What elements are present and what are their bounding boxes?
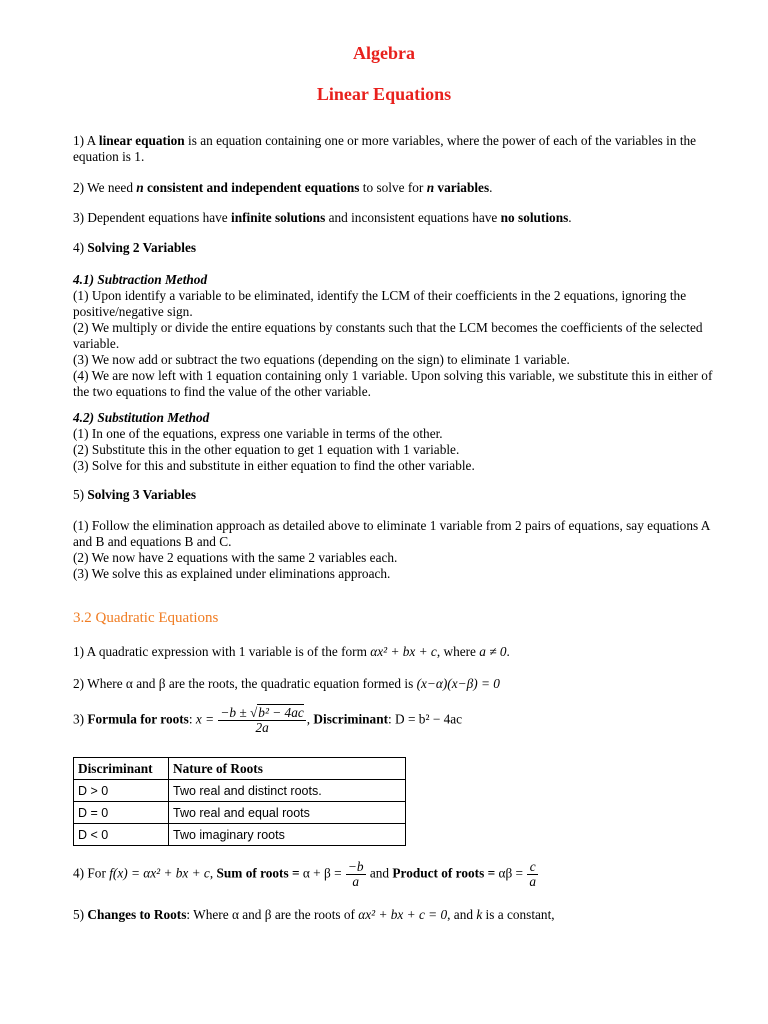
table-cell: Two imaginary roots (169, 824, 406, 846)
substitution-method-section (73, 410, 713, 474)
table-cell: D < 0 (74, 824, 169, 846)
table-row (74, 824, 406, 846)
three-var-step-1: (1) Follow the elimination approach as detailed above to eliminate 1 variable from 2 pairs of equations, say equations A and B and equations B and C. (73, 518, 710, 549)
substitution-step-1: (1) In one of the equations, express one variable in terms of the other. (73, 426, 443, 441)
linear-point-2: 2) We need n consistent and independent equations to solve for n variables. (73, 180, 493, 195)
table-row (74, 802, 406, 824)
quadratic-heading: 3.2 Quadratic Equations (73, 610, 219, 626)
table-cell: Two real and distinct roots. (169, 780, 406, 802)
page-subtitle: Linear Equations (316, 84, 452, 104)
roots-formula-fraction: $\frac{\text{−b ± √b² − 4ac}}{2a}$ (220, 705, 304, 735)
table-header-cell: Discriminant (74, 758, 169, 780)
subtraction-method-section (73, 272, 713, 400)
table-cell: Two real and equal roots (169, 802, 406, 824)
table-row (74, 780, 406, 802)
linear-point-4: 4) Solving 2 Variables (73, 240, 197, 255)
substitution-method-heading: 4.2) Substitution Method (73, 410, 210, 425)
product-of-roots-fraction: $\frac{c}{a}$ (529, 859, 537, 889)
quadratic-point-4: 4) For f(x) = αx² + bx + c, Sum of roots = α + β = $\frac{-b}{a}$ and Product of roots = αβ = $\frac{c}{a}$ (73, 859, 537, 889)
quadratic-point-5: 5) Changes to Roots: Where α and β are the roots of αx² + bx + c = 0, and k is a constant, (73, 907, 555, 922)
table-header-row (74, 758, 406, 780)
sum-of-roots-fraction: $\frac{-b}{a}$ (347, 859, 364, 889)
quadratic-point-1: 1) A quadratic expression with 1 variable is of the form αx² + bx + c, where a ≠ 0. (73, 644, 510, 659)
subtraction-step-3: (3) We now add or subtract the two equations (depending on the sign) to eliminate 1 variable. (73, 352, 570, 367)
linear-point-3: 3) Dependent equations have infinite solutions and inconsistent equations have no solutions. (73, 210, 572, 225)
subtraction-step-2: (2) We multiply or divide the entire equations by constants such that the LCM becomes the coefficients of the selected variable. (73, 320, 703, 351)
three-var-step-3: (3) We solve this as explained under eliminations approach. (73, 566, 391, 581)
roots-equation-expr: (x−α)(x−β) = 0 (416, 676, 500, 691)
subtraction-method-heading: 4.1) Subtraction Method (73, 272, 208, 287)
subtraction-step-1: (1) Upon identify a variable to be eliminated, identify the LCM of their coefficients in the 2 equations, ignoring the positive/negative sign. (73, 288, 687, 319)
discriminant-table (73, 757, 406, 846)
substitution-step-3: (3) Solve for this and substitute in either equation to find the other variable. (73, 458, 475, 473)
three-variables-section (73, 518, 713, 582)
three-var-step-2: (2) We now have 2 equations with the same 2 variables each. (73, 550, 398, 565)
table-header-cell: Nature of Roots (169, 758, 406, 780)
substitution-step-2: (2) Substitute this in the other equation to get 1 equation with 1 variable. (73, 442, 460, 457)
quadratic-point-2: 2) Where α and β are the roots, the quadratic equation formed is (x−α)(x−β) = 0 (73, 676, 500, 691)
quadratic-point-3: 3) Formula for roots: x = $\frac{\text{−b ± √b² − 4ac}}{2a}$ , Discriminant: D = b² − 4ac (73, 705, 463, 735)
subtraction-step-4: (4) We are now left with 1 equation containing only 1 variable. Upon solving this variable, we substitute this in either of the two equations to find the value of the other variable. (73, 368, 713, 399)
linear-point-5: 5) Solving 3 Variables (73, 487, 197, 502)
table-cell: D = 0 (74, 802, 169, 824)
page-title: Algebra (353, 43, 415, 63)
table-cell: D > 0 (74, 780, 169, 802)
linear-point-1: 1) A linear equation is an equation containing one or more variables, where the power of each of the variables in the equation is 1. (73, 133, 697, 164)
quadratic-form-expr: αx² + bx + c (370, 644, 437, 659)
